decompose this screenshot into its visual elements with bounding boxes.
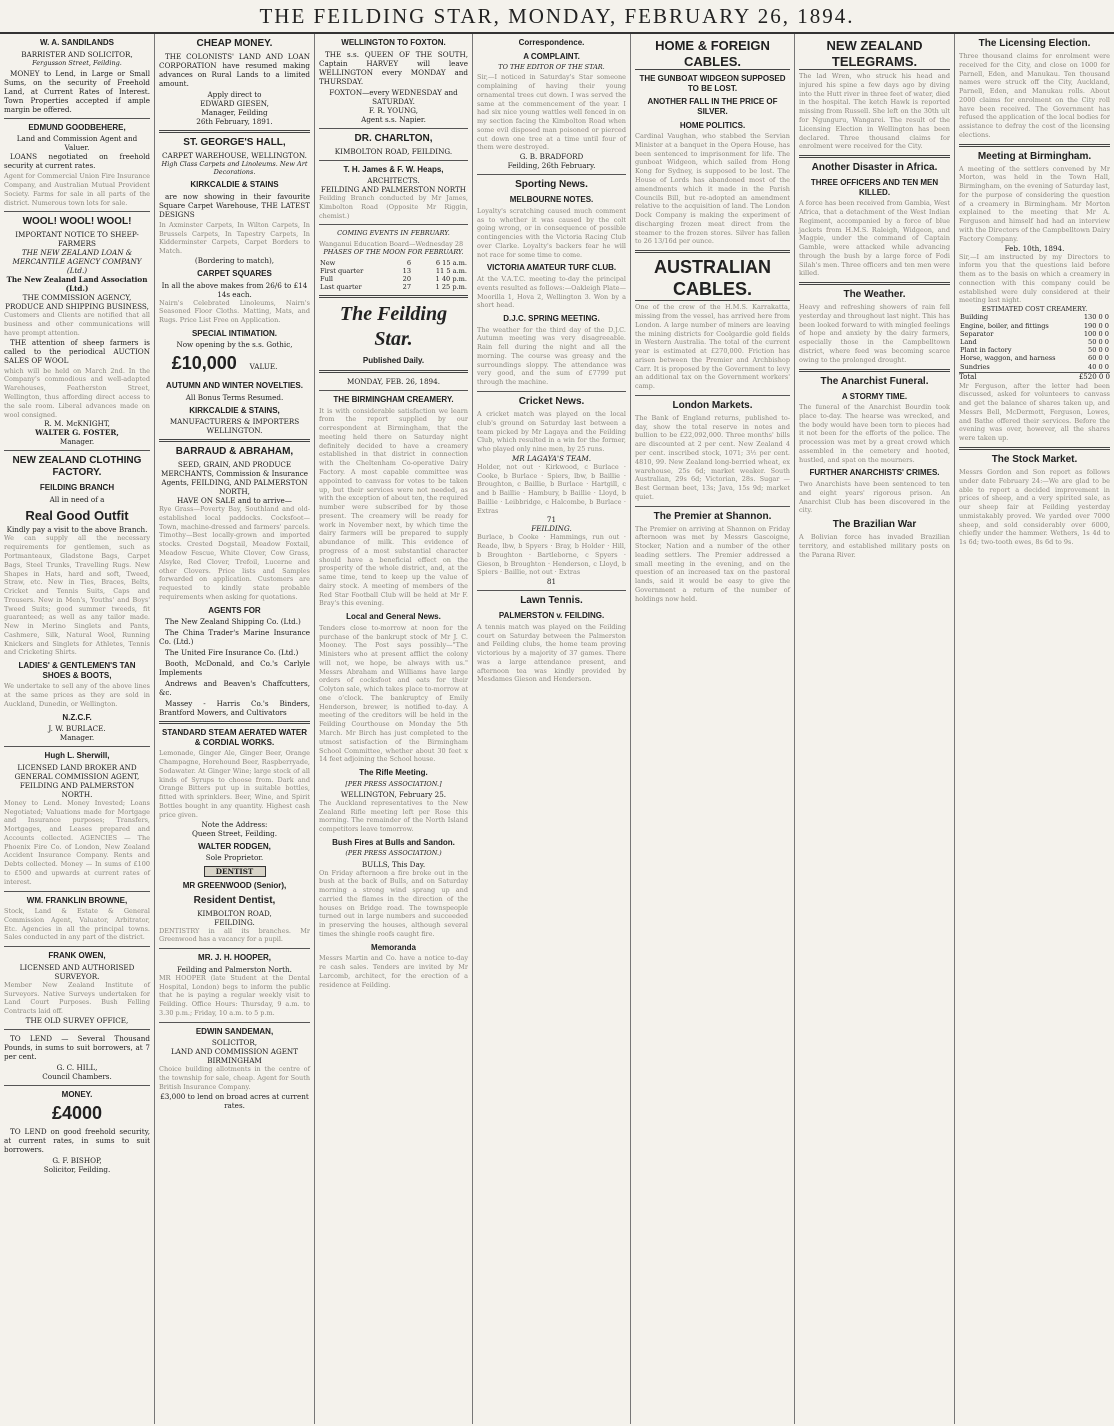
- estimated-cost: ESTIMATED COST CREAMERY.: [981, 305, 1088, 314]
- filler-text: One of the crew of the H.M.S. Karrakatta, missing from the vessel, has arrived here from London. A large number of miners are leaving the mining districts for Coolgardie gold fields in Western Australia. The total of the current year is estimated at £270,000. Friction has arisen between the Premier and Archbishop Carr. It is proposed by the Government to levy an additional tax on the Government workers' camp.: [635, 303, 790, 391]
- moon-day: 20: [402, 274, 412, 283]
- silver-heading: ANOTHER FALL IN THE PRICE OF SILVER.: [647, 97, 778, 116]
- queen-street: Queen Street, Feilding.: [191, 828, 277, 838]
- filler-text: Loyalty's scratching caused much comment as to whether it was caused by the colt going wrong, or in consequence of possible contingencies with the Victoria Racing Club over Clarke. Loyalty's backers fear he will not race for some time to come.: [477, 206, 626, 259]
- special-intimation: SPECIAL INTIMATION.: [191, 328, 278, 338]
- cost-row: [959, 322, 1110, 330]
- nz-telegrams: NEW ZEALAND TELEGRAMS.: [799, 38, 950, 70]
- goodbehere-role: Land and Commission Agent and Valuer.: [16, 134, 138, 153]
- charlton-addr: KIMBOLTON ROAD, FEILDING.: [334, 146, 453, 156]
- filler-text: Money to Lend. Money Invested; Loans Negotiated; Valuations made for Mortgage and Insurance purposes; Transfers, Mortgages, and Leases prepared and Accounts collected. AGENCIES — The Phoenix Fire Co. of London, New Zealand Accident Insurance Company. Rents and Debts collected. Money — In sums of £100 to £500 and upwards at current rates of interest.: [4, 798, 150, 886]
- filler-text: At the V.A.T.C. meeting to-day the principal events resulted as follows:—Oakleigh Plate—Moorilla 1, Hova 2, Wellington 3. Won by a short head.: [477, 274, 626, 310]
- nz-land-association: The New Zealand Land Association (Ltd.): [6, 275, 148, 294]
- filler-text: A tennis match was played on the Feilding court on Saturday between the Palmerston and Feilding clubs, the home team proving victorious by a majority of 37 games. There was a large attendance present, and afternoon tea was kindly provided by Mesdames Gieson and Henderson.: [477, 622, 626, 684]
- filler-text: Feilding Branch conducted by Mr James, Kimbolton Road (Opposite Mr Riggin, chemist.): [319, 194, 468, 220]
- foster: WALTER G. FOSTER,: [35, 428, 119, 438]
- licensing-election: The Licensing Election.: [978, 38, 1091, 49]
- rifle-source: [PER PRESS ASSOCIATION.]: [345, 779, 442, 788]
- filler-text: Stock, Land & Estate & General Commission Agent, Valuator, Arbitrator, Etc. Agencies in all the principal towns. Sales conducted in any part of the district.: [4, 907, 150, 942]
- filler-text: On Friday afternoon a fire broke out in the bush at the back of Bulls, and on Saturday morning a strong wind sprang up and carried the flames in the direction of the houses on Bridge road. The townspeople turned out in large numbers and succeeded in preserving the houses, although several times the shingle roofs caught fire.: [319, 868, 468, 938]
- cost-row: [959, 313, 1110, 321]
- filler-text: Messrs Martin and Co. have a notice to-day re cash sales. Tenders are invited by Mr Larcomb, architect, for the erection of a residence at Feilding.: [319, 954, 468, 989]
- filler-text: Cardinal Vaughan, who stabbed the Servian Minister at a banquet in the Opera House, has been sentenced to imprisonment for life. The gunboat Widgeon, which sailed from Hong Kong for Sydney, is supposed to be lost. The House of Lords has abandoned most of the amendments which it made in the Parish Councils Bill, but re-adopted an amendment relative to the acquisition of land. The London Dock Company is making the experiment of discharging frozen meat direct from the steamer to the frozen stores. Silver has fallen to 26 13/16d per ounce.: [635, 132, 790, 246]
- moon-phase: Full: [320, 274, 334, 283]
- kirkcaldie-2-sub: MANUFACTURERS & IMPORTERS WELLINGTON.: [169, 417, 300, 436]
- filler-text: Burlace, b Cooke · Hammings, run out · Reade, lbw, b Spyers · Bray, b Holder · Hill, b Broughton · Bartleborne, c Spyers · Gieson, b Broughton · Henderson, c Lloyd, b Spiers · Baillie, not out · Extras: [477, 533, 626, 577]
- agent-item: Booth, McDonald, and Co.'s Carlyle Implements: [159, 659, 310, 678]
- filler-text: In Axminster Carpets, In Wilton Carpets, In Brussels Carpets, In Tapestry Carpets, In Kidderminster Carpets, Carpet Borders to Match.: [159, 220, 310, 256]
- owen: FRANK OWEN,: [48, 951, 106, 961]
- australian-cables: AUSTRALIAN CABLES.: [635, 257, 790, 301]
- loans-text: LOANS negotiated on freehold security at current rates.: [4, 152, 150, 171]
- cost-amount: 190 0 0: [1083, 321, 1109, 330]
- brazilian-war: The Brazilian War: [832, 519, 917, 531]
- moon-hm: 6 15 a.m.: [435, 258, 467, 267]
- filler-text: A meeting of the settlers convened by Mr Morton, was held in the Town Hall, Birmingham, on the evening of Saturday last, for the purpose of considering the question of a creamery in Birmingham. Mr Morton explained to the meeting that Mr A. Ferguson and himself had had an interview with the Directors of the Campbelltown Dairy Factory Company.: [959, 164, 1110, 243]
- cost-amount: 50 0 0: [1088, 337, 1109, 346]
- to-editor: TO THE EDITOR OF THE STAR.: [498, 63, 605, 72]
- cost-item: Engine, boiler, and fittings: [960, 321, 1049, 330]
- filler-text: DENTISTRY in all its branches. Mr Greenwood has a vacancy for a pupil.: [159, 926, 310, 944]
- need-text: All in need of a: [49, 494, 105, 504]
- charlton: DR. CHARLTON,: [354, 132, 433, 144]
- heaps: T. H. James & F. W. Heaps,: [343, 164, 444, 174]
- agent-item: Massey - Harris Co.'s Binders, Brantford Mowers, and Cultivators: [159, 699, 310, 718]
- burlace-role: Manager.: [59, 733, 95, 743]
- premier-shannon: The Premier at Shannon.: [653, 510, 772, 522]
- goodbehere-name: EDMUND GOODBEHERE,: [28, 122, 126, 132]
- moon-day: 6: [406, 258, 412, 267]
- queen-south: THE s.s. QUEEN OF THE SOUTH, Captain HARVEY will leave WELLINGTON every MONDAY and THURSDAY.: [319, 49, 468, 86]
- memoranda: Memoranda: [371, 942, 416, 952]
- agent-item: The China Trader's Marine Insurance Co. (Ltd.): [159, 628, 310, 647]
- carpet-squares: CARPET SQUARES: [197, 268, 272, 278]
- mcknight: R. M. McKNIGHT,: [44, 419, 110, 429]
- giesen: EDWARD GIESEN,: [200, 99, 269, 108]
- squares-sub: In all the above makes from 26/6 to £14 14s each.: [161, 280, 308, 299]
- sandilands-role: BARRISTER AND SOLICITOR,: [21, 49, 133, 59]
- stormy-time: A STORMY TIME.: [841, 391, 908, 401]
- feilding-star-logo: The Feilding Star.: [339, 303, 448, 351]
- newspaper-page: [0, 34, 1114, 1424]
- total-value: £520 0 0: [1078, 372, 1110, 381]
- amount: £4000: [51, 1103, 103, 1124]
- value-text: VALUE.: [249, 362, 278, 372]
- rodgen: WALTER RODGEN,: [198, 841, 271, 851]
- ladies-shoes: LADIES' & GENTLEMEN'S TAN SHOES & BOOTS,: [18, 661, 136, 680]
- column-5: [630, 34, 794, 1424]
- branch-heading: FEILDING BRANCH: [39, 483, 115, 493]
- cost-row: [959, 354, 1110, 362]
- column-6: [794, 34, 954, 1424]
- filler-text: Agent for Commercial Union Fire Insurance Company, and Australian Mutual Provident Society. Farms for sale in all parts of the district. Numerous town lots for sale.: [4, 172, 150, 207]
- moon-hm: 1 40 p.m.: [435, 274, 467, 283]
- money-heading: MONEY.: [61, 1089, 93, 1099]
- nz-loan-agency: THE NEW ZEALAND LOAN & MERCANTILE AGENCY COMPANY (Ltd.): [12, 248, 142, 276]
- cost-item: Plant in factory: [960, 346, 1012, 355]
- filler-text: Customers and Clients are notified that all business and other communications will have prompt attention.: [4, 311, 150, 337]
- moon-row: [319, 267, 468, 275]
- commission-business: THE COMMISSION AGENCY, PRODUCE AND SHIPPING BUSINESS,: [5, 293, 149, 312]
- column-7: [954, 34, 1114, 1424]
- young: F. R. YOUNG,: [368, 105, 419, 115]
- cost-row: [959, 338, 1110, 346]
- filler-text: which will be held on March 2nd. In the Company's commodious and well-adapted Warehouses, Featherston Street, Wellington, thus affording direct access to the sale room. Liberal advances made on wool consigned.: [4, 366, 150, 419]
- money-text: MONEY to Lend, in Large or Small Sums, on the security of Freehold Land, at Current Rates of Interest. Town Properties accepted if ample margin be offered.: [4, 68, 150, 114]
- kirkcaldie-heading: KIRKCALDIE & STAINS: [190, 180, 279, 190]
- meeting-birmingham: Meeting at Birmingham.: [977, 150, 1092, 162]
- hooper: MR. J. H. HOOPER,: [198, 953, 271, 963]
- djc-meeting: D.J.C. SPRING MEETING.: [503, 314, 600, 324]
- birmingham-heading: THE BIRMINGHAM CREAMERY.: [333, 395, 454, 405]
- gothic-text: Now opening by the s.s. Gothic,: [176, 340, 293, 350]
- bush-source: (PER PRESS ASSOCIATION.): [345, 849, 442, 858]
- filler-text: Wanganui Education Board—Wednesday 28: [319, 239, 464, 248]
- kirkcaldie-2: KIRKCALDIE & STAINS,: [189, 405, 280, 415]
- the-weather: The Weather.: [843, 289, 906, 301]
- heaps-addr: FEILDING AND PALMERSTON NORTH: [320, 185, 467, 195]
- moon-day: 13: [402, 266, 412, 275]
- feilding-team: FEILDING.: [531, 524, 572, 534]
- bush-place: BULLS, This Day.: [361, 859, 426, 869]
- victoria-turf: VICTORIA AMATEUR TURF CLUB.: [486, 263, 617, 273]
- column-1: [0, 34, 154, 1424]
- rodgen-role: Sole Proprietor.: [205, 853, 264, 863]
- london-markets: London Markets.: [672, 399, 753, 411]
- moon-row: [319, 283, 468, 291]
- clothing-heading: NEW ZEALAND CLOTHING FACTORY.: [12, 455, 142, 479]
- foster-role: Manager.: [59, 437, 95, 447]
- giesen-date: 26th February, 1891.: [196, 117, 273, 126]
- filler-text: Member New Zealand Institute of Surveyors. Native Surveys undertaken for Land Court Purposes. Bush Felling Contracts laid off.: [4, 980, 150, 1016]
- moon-row: [319, 275, 468, 283]
- bonus: All Bonus Terms Resumed.: [185, 392, 284, 402]
- agents-for: AGENTS FOR: [208, 605, 261, 615]
- published-daily: Published Daily.: [362, 356, 425, 366]
- officers-killed: THREE OFFICERS AND TEN MEN KILLED.: [810, 178, 939, 197]
- sherwill-role: LICENSED LAND BROKER AND GENERAL COMMISSION AGENT, FEILDING AND PALMERSTON NORTH.: [14, 762, 140, 799]
- home-foreign-cables: HOME & FOREIGN CABLES.: [635, 38, 790, 70]
- aerated-water: STANDARD STEAM AERATED WATER & CORDIAL WORKS.: [161, 728, 308, 747]
- sporting-news: Sporting News.: [515, 179, 588, 191]
- total-label: Total: [959, 372, 977, 381]
- moon-hm: 1 25 p.m.: [435, 283, 467, 292]
- cost-item: Building: [960, 313, 989, 322]
- burlace: J. W. BURLACE.: [48, 724, 106, 734]
- resident-dentist: Resident Dentist,: [193, 894, 276, 906]
- greenwood: MR GREENWOOD (Senior),: [182, 881, 287, 891]
- cost-row: [959, 330, 1110, 338]
- foxton-every: FOXTON—every WEDNESDAY and SATURDAY.: [329, 87, 458, 106]
- owen-role: LICENSED AND AUTHORISED SURVEYOR.: [19, 962, 135, 981]
- hooper-role: Feilding and Palmerston North.: [177, 964, 292, 974]
- franklin: WM. FRANKLIN BROWNE,: [26, 895, 128, 905]
- moon-hm: 11 5 a.m.: [435, 266, 467, 275]
- lagaya-team: MR LAGAYA'S TEAM.: [511, 453, 592, 463]
- kimbolton-road: KIMBOLTON ROAD,: [197, 908, 272, 918]
- apply-text: Apply direct to: [207, 90, 262, 99]
- filler-text: MR HOOPER (late Student at the Dental Hospital, London) begs to inform the public that he is paying a regular weekly visit to Feilding. Office Hours: Thursday, 9 a.m. to 3.30 p.m.; Friday, 10 a.m. to 5 p.m.: [159, 973, 310, 1017]
- moon-phases: PHASES OF THE MOON FOR FEBRUARY.: [323, 248, 464, 257]
- note-address: Note the Address:: [201, 819, 268, 829]
- cost-item: Horse, waggon, and harness: [960, 354, 1056, 363]
- moon-day: 27: [402, 283, 412, 292]
- gunboat-heading: THE GUNBOAT WIDGEON SUPPOSED TO BE LOST.: [639, 74, 786, 93]
- agent-item: The United Fire Insurance Co. (Ltd.): [165, 648, 299, 658]
- moon-phase: First quarter: [320, 266, 364, 275]
- barraud: BARRAUD & ABRAHAM,: [175, 446, 294, 458]
- africa-disaster: Another Disaster in Africa.: [811, 162, 938, 174]
- value-big: £10,000: [171, 353, 237, 374]
- foxton-heading: WELLINGTON TO FOXTON.: [341, 38, 446, 47]
- lawn-tennis: Lawn Tennis.: [520, 595, 583, 607]
- local-news: Local and General News.: [346, 612, 441, 622]
- cost-row: [959, 346, 1110, 354]
- cost-table: [959, 313, 1110, 371]
- bordering: (Bordering to match),: [194, 255, 275, 265]
- carpet-tagline: High Class Carpets and Linoleums. New Art Decorations.: [161, 160, 308, 177]
- filler-text: Three thousand claims for enrolment were received for the City, and close on 1000 for Parnell, Eden, and Manukau. Ten thousand names were struck off the City, Auckland, Parnell, Eden, and Manukau rolls. About 2000 claims for enrolment on the City roll have been received. The Government has refused the application of the local bodies for assistance to defray the cost of the licensing elections.: [959, 52, 1110, 139]
- column-3: [314, 34, 472, 1424]
- kirkcaldie-desc: are now showing in their favourite Square Carpet Warehouse, THE LATEST DESIGNS: [159, 191, 310, 219]
- st-georges-hall: ST. GEORGE'S HALL,: [183, 137, 286, 148]
- sandeman: EDWIN SANDEMAN,: [195, 1026, 274, 1036]
- agent-item: The New Zealand Shipping Co. (Ltd.): [165, 617, 301, 627]
- cricket-news: Cricket News.: [518, 396, 585, 407]
- barraud-sub: SEED, GRAIN, AND PRODUCE MERCHANTS, Commission & Insurance Agents, FEILDING, AND PALMERSTON NORTH,: [160, 460, 309, 497]
- carpet-warehouse: CARPET WAREHOUSE, WELLINGTON.: [162, 151, 307, 160]
- cost-row: [959, 363, 1110, 371]
- cost-amount: 40 0 0: [1088, 362, 1109, 371]
- filler-text: The Bank of England returns, published to-day, show the total reserve in notes and bullion to be £22,092,000. Three months' bills are discounted at 2 per cent. New Zealand 4 per cent. inscribed stock, 1071; 3½ per cent. 4810, 99. New Zealand long-berried wheat, ex warehouse, 25s 6d; market weaker. South Australian, 29s 6d; Victorian, 28s. Sugar — Best German beet, 13s; Java, 15s 9d; market quiet.: [635, 413, 790, 501]
- heaps-role: ARCHITECTS.: [367, 176, 420, 186]
- lagaya-total: 71: [546, 515, 557, 525]
- moon-phase: Last quarter: [320, 283, 362, 292]
- filler-text: A cricket match was played on the local club's ground on Saturday last between a team picked by Mr Lagaya and the Feilding Club, which resulted in a win for the former, who played only nine men, by 25 runs.: [477, 410, 626, 454]
- cost-amount: 130 0 0: [1083, 313, 1109, 322]
- novelties: AUTUMN AND WINTER NOVELTIES.: [166, 380, 303, 390]
- filler-text: Lemonade, Ginger Ale, Ginger Beer, Orange Champagne, Horehound Beer, Raspberryade, Sodawater. At Ginger Wine; large stock of all kinds of Syrups to choose from. Dark and Orange Bitters put up in suitable bottles, fitted with sprinklers. Beer, Wine, and Spirit Bottles bought in any quantity. Highest cash price given.: [159, 749, 310, 819]
- bush-heading: Bush Fires at Bulls and Sandon.: [332, 837, 455, 847]
- wool-heading: WOOL! WOOL! WOOL!: [22, 216, 132, 228]
- complaint: A COMPLAINT.: [523, 51, 580, 61]
- outfit-sub: Kindly pay a visit to the above Branch.: [6, 525, 148, 535]
- hill-role: Council Chambers.: [42, 1071, 112, 1081]
- letter-date: Feb. 10th, 1894.: [1004, 243, 1065, 253]
- filler-text: The Premier on arriving at Shannon on Friday afternoon was met by Messrs Gascoigne, Stocker, Nation and a number of the other leading settlers. The Premier addressed a small meeting in the evening, and on the question of an increased tax on the pastoral lands, said it would be easy to give the Government a return of the number of holdings now held.: [635, 524, 790, 603]
- survey-office: THE OLD SURVEY OFFICE,: [25, 1015, 129, 1025]
- filler-text: Tenders close to-morrow at noon for the purchase of the bankrupt stock of Mr J. C. Mooney. The Post says possibly—"The Ministers who at present afflict the colony will not, we hope, be always with us." Messrs Abraham and Williams have large orders of cocksfoot and oats for their Colyton sale, which takes place to-morrow at one o'clock. The bankruptcy of Emily Henderson, brewer, is notified to-day. A meeting of the creditors will be held in the Feilding Courthouse on Monday the 5th March. Mr Birch has just completed to the utmost satisfaction of the Birmingham School Committee, whether about 30 feet x 14 feet adjoining the School house.: [319, 623, 468, 764]
- correspondence: Correspondence.: [518, 38, 585, 47]
- bishop: G. F. BISHOP,: [52, 1156, 102, 1165]
- palmerston-feilding: PALMERSTON v. FEILDING.: [498, 611, 605, 621]
- filler-text: The funeral of the Anarchist Bourdin took place to-day. The hearse was wrecked, and the body would have been torn to pieces had it not been for the efforts of the police. The procession was met by a great crowd which assembled in the cemetery and hooted, hustled, and spat on the mourners.: [799, 403, 950, 464]
- sandeman-sub: LAND AND COMMISSION AGENT BIRMINGHAM: [170, 1047, 299, 1066]
- filler-text: Two Anarchists have been sentenced to ten and eight years' rigorous prison. An Anarchist Club has been discovered in the city.: [799, 480, 950, 515]
- agent-list: [159, 617, 310, 717]
- filler-text: We can supply all the necessary requirements for gentlemen, such as Portmanteaux, Gladstone Bags, Carpet Bags, Steel Trunks, Travelling Rugs. New Shapes in Hats, hard and soft, Tweed, Straw, etc. New in Ties, Braces, Belts, Cricket and Tennis Suits, Caps and Trousers. New in Men's, Youths' and Boys' Tweed Suits; good summer tweeds, fit guaranteed; as well as any tailor made. New in Merino Singlets and Pants, Cashmere, Silk, Natural Wool, Running Knickers and Singlets for Athletes, Tennis and Cricketing Shirts.: [4, 534, 150, 657]
- column-2: [154, 34, 314, 1424]
- nzcf: N.Z.C.F.: [62, 712, 92, 722]
- filler-text: The weather for the third day of the D.J.C. Autumn meeting was very disagreeable. Rain fell during the night and all the morning. The course was greasy and the surroundings sloppy. The attendance was very good, and the sum of £7799 put through the machine.: [477, 325, 626, 387]
- outfit-heading: Real Good Outfit: [25, 507, 129, 523]
- filler-text: Heavy and refreshing showers of rain fell yesterday and throughout last night. This has been looked forward to with mingled feelings of hope and anxiety by the dairy farmers, especially those in the Campbelltown district, where feed was becoming scarce owing to the prolonged drought.: [799, 303, 950, 364]
- young-role: Agent s.s. Napier.: [361, 114, 426, 124]
- sherwill: Hugh L. Sherwill,: [44, 751, 110, 761]
- colonists-text: THE COLONISTS' LAND AND LOAN CORPORATION have resumed making advances on Rural Lands to a limited amount.: [159, 52, 310, 88]
- cost-amount: 60 0 0: [1088, 354, 1109, 363]
- moon-row: [319, 259, 468, 267]
- auction-text: THE attention of sheep farmers is called to the periodical AUCTION SALES OF WOOL: [4, 337, 150, 365]
- agent-item: Andrews and Beaven's Chaffcutters, &c.: [159, 679, 310, 698]
- sandeman-text: £3,000 to lend on broad acres at current rates.: [160, 1091, 309, 1110]
- amount-text: TO LEND on good freehold security, at current rates, in sums to suit borrowers.: [4, 1127, 150, 1154]
- giesen-role: Manager, Feilding: [201, 108, 268, 117]
- cheap-money: CHEAP MONEY.: [196, 38, 273, 49]
- filler-text: Nairn's Celebrated Linoleums, Nairn's Seasoned Floor Cloths. Matting, Mats, and Rugs. Price List Free on Application.: [159, 298, 310, 325]
- feilding-label: FEILDING.: [214, 917, 255, 927]
- filler-text: The Auckland representatives to the New Zealand Rifle meeting left per Rose this morning. The remainder of the North Island competitors leave tomorrow.: [319, 798, 468, 834]
- filler-text: Sir,—I noticed in Saturday's Star someone complaining of having their young ornamental trees cut down. I was served the same at the commencement of the year. I had six nice young wattles well fenced in on my section facing the Kimbolton Road when some evil disposed man poisoned or pierced cut down one tree at a time until four of them were destroyed.: [477, 73, 626, 152]
- filler-text: A Bolivian force has invaded Brazilian territory, and established military posts on the Parana River.: [799, 533, 950, 559]
- rifle-place: WELLINGTON, February 25.: [340, 789, 447, 799]
- sandeman-role: SOLICITOR,: [211, 1038, 258, 1048]
- cost-item: Land: [960, 337, 977, 346]
- rifle-heading: The Rifle Meeting.: [359, 768, 428, 778]
- anarchist-funeral: The Anarchist Funeral.: [820, 375, 929, 387]
- lend-text: TO LEND — Several Thousand Pounds, in sums to suit borrowers, at 7 per cent.: [4, 1033, 150, 1061]
- cost-amount: 50 0 0: [1088, 346, 1109, 355]
- home-politics: HOME POLITICS.: [679, 120, 746, 130]
- filler-text: It is with considerable satisfaction we learn from the report supplied by our correspondent at Birmingham, that the meeting held there on Saturday night definitely decided to have a creamery established in that district in connection with the Cheltenham Co-operative Dairy Factory. A most capable committee was appointed to canvass for votes to be taken up, but their services were not needed, as with the exception of about ten, the required number were subscribed for by those present. The creamery will be ready for work in November next, by which time the dairy farmers will be prepared to supply abundance of milk. This evidence of progress of a most substantial character should have a beneficial effect on the prosperity of the whole district, and, at the same time, tend to keep up the value of dairy stock. A meeting of members of the Red Star Football Club will be held at Mr F. Bray's this evening.: [319, 406, 468, 608]
- hill: G. C. HILL,: [56, 1062, 98, 1072]
- coming-events: COMING EVENTS IN FEBRUARY.: [337, 229, 450, 238]
- signed-name: G. B. BRADFORD: [519, 152, 584, 162]
- melbourne-notes: MELBOURNE NOTES.: [509, 195, 594, 205]
- dentist-sign: DENTIST: [204, 866, 266, 877]
- grass-text: HAVE ON SALE and to arrive—: [177, 496, 292, 506]
- filler-text: Choice building allotments in the centre of the township for sale, cheap. Agent for South British Insurance Company.: [159, 1065, 310, 1091]
- sandilands-name: W. A. SANDILANDS: [40, 38, 114, 47]
- filler-text: Rye Grass—Poverty Bay, Southland and old-established local paddocks. Cocksfoot—Town, machine-dressed and farmers' parcels. Timothy—Best locally-grown and imported stocks. Crested Dogstail, Meadow Foxtail, Meadow Fescue, White Clover, Cow Grass, Alsyke, Red Clover, Trefoil, Lucerne and other Clovers. Price lists and Samples forwarded on application. Customers are requested to kindly state probable requirements when asking for quotations.: [159, 505, 310, 601]
- issue-date: MONDAY, FEB. 26, 1894.: [347, 377, 440, 387]
- moon-phase: New: [320, 258, 336, 267]
- filler-text: The lad Wren, who struck his head and injured his spine a few days ago by diving into the Hutt river in three feet of water, died in the hospital. The ketch Hawk is reported missing from Russell. She left on the 30th ult for Ngunguru, Wangarei. The result of the Licensing Election in Wellington has been declared. Three thousand claims for enrolment were received for the City.: [799, 72, 950, 151]
- feilding-total: 81: [546, 577, 557, 587]
- filler-text: Sir,—I am instructed by my Directors to inform you that the questions laid before them as to the basis on which a creamery in connection with this company could be established were duly considered at their meeting last night.: [959, 252, 1110, 305]
- filler-text: Mr Ferguson, after the letter had been discussed, asked for volunteers to canvass and get the balance of shares taken up, and Messrs Bell, McDermott, Ferguson, Lowes, and Bathe offered their services. Before the evening was over, however, all the shares were taken up.: [959, 381, 1110, 443]
- moon-table: [319, 259, 468, 292]
- filler-text: Holder, not out · Kirkwood, c Burlace · Cooke, b Burlace · Spiers, lbw, b Baillie · Broughton, c Baillie, b Burlace · Hartgill, c and b Baillie · Hambury, b Baillie · Lloyd, b Baillie · Leibbridge, c Halcombe, b Burlace · Extras: [477, 462, 626, 515]
- column-4: [472, 34, 630, 1424]
- further-crimes: FURTHER ANARCHISTS' CRIMES.: [809, 468, 940, 478]
- filler-text: We undertake to sell any of the above lines at the same prices as they are sold in Auckland, Dunedin, or Wellington.: [4, 682, 150, 708]
- masthead: [0, 0, 1114, 34]
- stock-market: The Stock Market.: [991, 454, 1078, 466]
- sandilands-addr: Fergusson Street, Feilding.: [32, 58, 122, 67]
- cost-item: Sundries: [960, 362, 990, 371]
- signed-date: Feilding, 26th February.: [507, 161, 596, 171]
- filler-text: A force has been received from Gambia, West Africa, that a detachment of the West Indian Regiment, accompanied by a force of blue jackets from H.M.S. Raleigh, Widgeon, and Magpie, under the command of Captain Gamble, were attacked while advancing through the bush by a large force of Fodi Silah's men. Three officers and ten men were killed.: [799, 199, 950, 278]
- cost-item: Separator: [960, 329, 994, 338]
- cost-amount: 100 0 0: [1083, 329, 1109, 338]
- notice-heading: IMPORTANT NOTICE TO SHEEP-FARMERS: [15, 230, 139, 249]
- filler-text: Messrs Gordon and Son report as follows under date February 24:—We are glad to be able to report a decided improvement in prices of sheep, and a very spirited sale, as our sheep fair at Feilding yesterday unmistakably proved. We yarded over 7000 sheep, and sold considerably over 6000, chiefly under the hammer. Wethers, 1s 4d to 1s 6d; two-tooth ewes, 8s 6d to 9s.: [959, 468, 1110, 547]
- bishop-role: Solicitor, Feilding.: [43, 1165, 111, 1174]
- newspaper-title: THE FEILDING STAR, MONDAY, FEBRUARY 26, 1894.: [259, 4, 855, 28]
